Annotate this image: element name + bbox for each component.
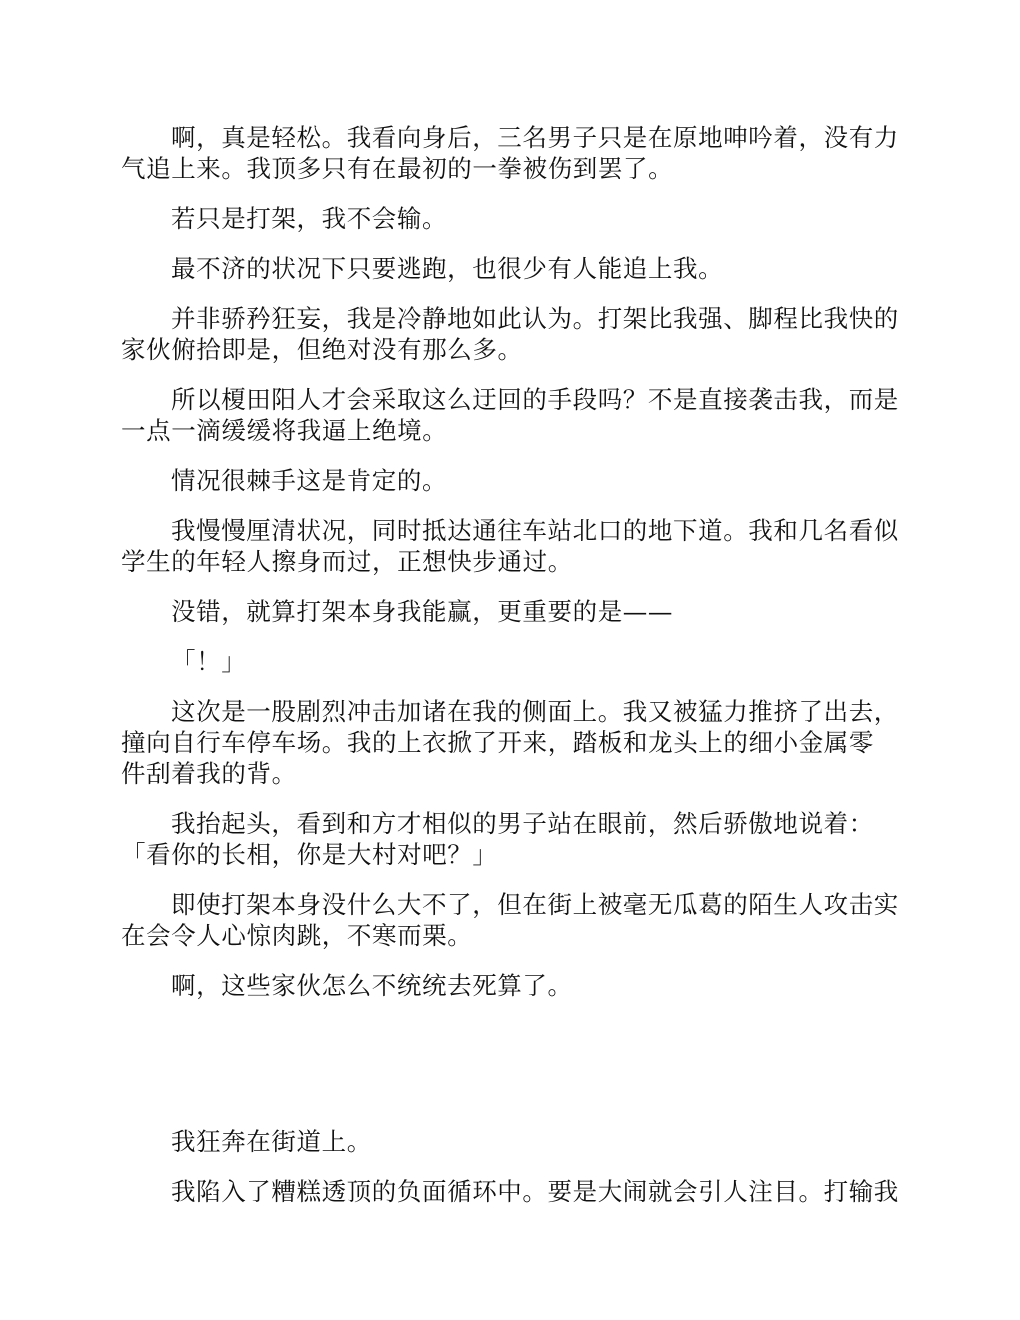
dialogue-quote: 「看你的长相，你是大村对吧？」 bbox=[121, 840, 498, 869]
paragraph: 没错，就算打架本身我能赢，更重要的是—— bbox=[171, 597, 673, 626]
scene-break bbox=[121, 1020, 899, 1126]
paragraph-text: 我抬起头，看到和方才相似的男子站在眼前，然后骄傲地说着： bbox=[171, 809, 874, 838]
paragraph: 情况很棘手这是肯定的。 bbox=[171, 466, 448, 495]
document-page bbox=[121, 122, 899, 1226]
paragraph: 啊，这些家伙怎么不统统去死算了。 bbox=[171, 971, 573, 1000]
paragraph: 我陷入了糟糕透顶的负面循环中。要是大闹就会引人注目。打输我 bbox=[171, 1177, 899, 1206]
paragraph: 最不济的状况下只要逃跑，也很少有人能追上我。 bbox=[171, 254, 724, 283]
paragraph: 我狂奔在街道上。 bbox=[171, 1127, 372, 1156]
paragraph: 啊，真是轻松。我看向身后，三名男子只是在原地呻吟着，没有力气追上来。我顶多只有在最初的一拳被伤到罢了。 bbox=[121, 123, 899, 183]
paragraph-with-quote bbox=[121, 808, 899, 839]
paragraph: 所以榎田阳人才会采取这么迂回的手段吗？不是直接袭击我，而是一点一滴缓缓将我逼上绝境。 bbox=[121, 385, 899, 445]
paragraph: 这次是一股剧烈冲击加诸在我的侧面上。我又被猛力推挤了出去，撞向自行车停车场。我的上衣掀了开来，踏板和龙头上的细小金属零件刮着我的背。 bbox=[121, 697, 899, 788]
paragraph: 我慢慢厘清状况，同时抵达通往车站北口的地下道。我和几名看似学生的年轻人擦身而过，正想快步通过。 bbox=[121, 516, 899, 576]
paragraph: 并非骄矜狂妄，我是冷静地如此认为。打架比我强、脚程比我快的家伙俯拾即是，但绝对没有那么多。 bbox=[121, 304, 899, 364]
paragraph: 即使打架本身没什么大不了，但在街上被毫无瓜葛的陌生人攻击实在会令人心惊肉跳，不寒而栗。 bbox=[121, 890, 899, 950]
paragraph: 「！」 bbox=[171, 647, 247, 676]
paragraph: 若只是打架，我不会输。 bbox=[171, 204, 448, 233]
